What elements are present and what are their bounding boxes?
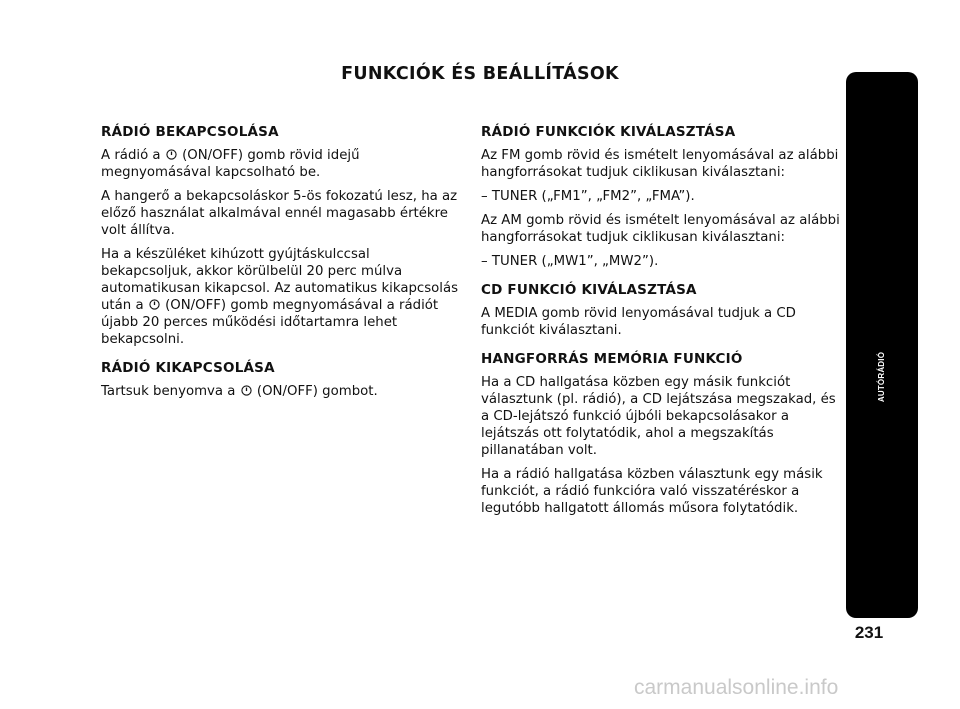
power-icon xyxy=(241,385,252,396)
page-title: FUNKCIÓK ÉS BEÁLLÍTÁSOK xyxy=(341,64,619,84)
paragraph-cd: A MEDIA gomb rövid lenyomásával tudjuk a CD funkciót kiválasztani. xyxy=(481,306,796,338)
text-segment: Ha a készüléket kihúzott gyújtáskulccsal bekapcsoljuk, akkor körülbelül 20 perc múlva automatikusan kikapcsol. Az automatikus kikapcsolás után a xyxy=(101,247,459,313)
watermark: carmanualsonline.info xyxy=(634,676,839,699)
chapter-side-tab-label: AUTÓRÁDIÓ xyxy=(877,351,886,403)
text-segment: (ON/OFF) gomb rövid idejű megnyomásával kapcsolható be. xyxy=(101,148,360,180)
chapter-side-tab xyxy=(846,72,918,618)
page-number: 231 xyxy=(854,623,884,642)
section-heading-source-memory: HANGFORRÁS MEMÓRIA FUNKCIÓ xyxy=(481,351,743,367)
paragraph-fm-tuner: – TUNER („FM1”, „FM2”, „FMA”). xyxy=(481,189,695,204)
paragraph-memory-1: Ha a CD hallgatása közben egy másik funkciót választunk (pl. rádió), a CD lejátszása megszakad, és a CD-lejátszó funkció újbóli bekapcsolásakor a lejátszás ott folytatódik, ahol a megszakítás pillanatában volt. xyxy=(481,375,836,458)
paragraph-am-tuner: – TUNER („MW1”, „MW2”). xyxy=(481,254,659,269)
left-column xyxy=(101,124,461,407)
text-segment: A rádió a xyxy=(101,148,161,163)
section-heading-radio-off: RÁDIÓ KIKAPCSOLÁSA xyxy=(101,360,275,376)
paragraph-radio-off-1 xyxy=(101,383,461,400)
paragraph-am: Az AM gomb rövid és ismételt lenyomásával az alábbi hangforrásokat tudjuk ciklikusan kiválasztani: xyxy=(481,213,840,245)
section-heading-radio-functions: RÁDIÓ FUNKCIÓK KIVÁLASZTÁSA xyxy=(481,124,736,140)
paragraph-radio-on-1 xyxy=(101,147,461,181)
text-segment: (ON/OFF) gomb megnyomásával a rádiót újabb 20 perces működési időtartamra lehet bekapcsolni. xyxy=(101,298,439,347)
paragraph-radio-on-2: A hangerő a bekapcsoláskor 5-ös fokozatú lesz, ha az előző használat alkalmával ennél magasabb értékre volt állítva. xyxy=(101,189,458,238)
section-heading-cd-function: CD FUNKCIÓ KIVÁLASZTÁSA xyxy=(481,282,697,298)
power-icon xyxy=(149,299,160,310)
paragraph-memory-2: Ha a rádió hallgatása közben választunk egy másik funkciót, a rádió funkcióra való visszatéréskor a legutóbb hallgatott állomás műsora folytatódik. xyxy=(481,467,823,516)
power-icon xyxy=(166,149,177,160)
text-segment: (ON/OFF) gombot. xyxy=(256,384,378,399)
paragraph-fm: Az FM gomb rövid és ismételt lenyomásával az alábbi hangforrásokat tudjuk ciklikusan kiválasztani: xyxy=(481,148,839,180)
right-column xyxy=(481,124,843,524)
paragraph-radio-on-3 xyxy=(101,246,461,348)
text-segment: Tartsuk benyomva a xyxy=(101,384,236,399)
section-heading-radio-on: RÁDIÓ BEKAPCSOLÁSA xyxy=(101,124,279,140)
